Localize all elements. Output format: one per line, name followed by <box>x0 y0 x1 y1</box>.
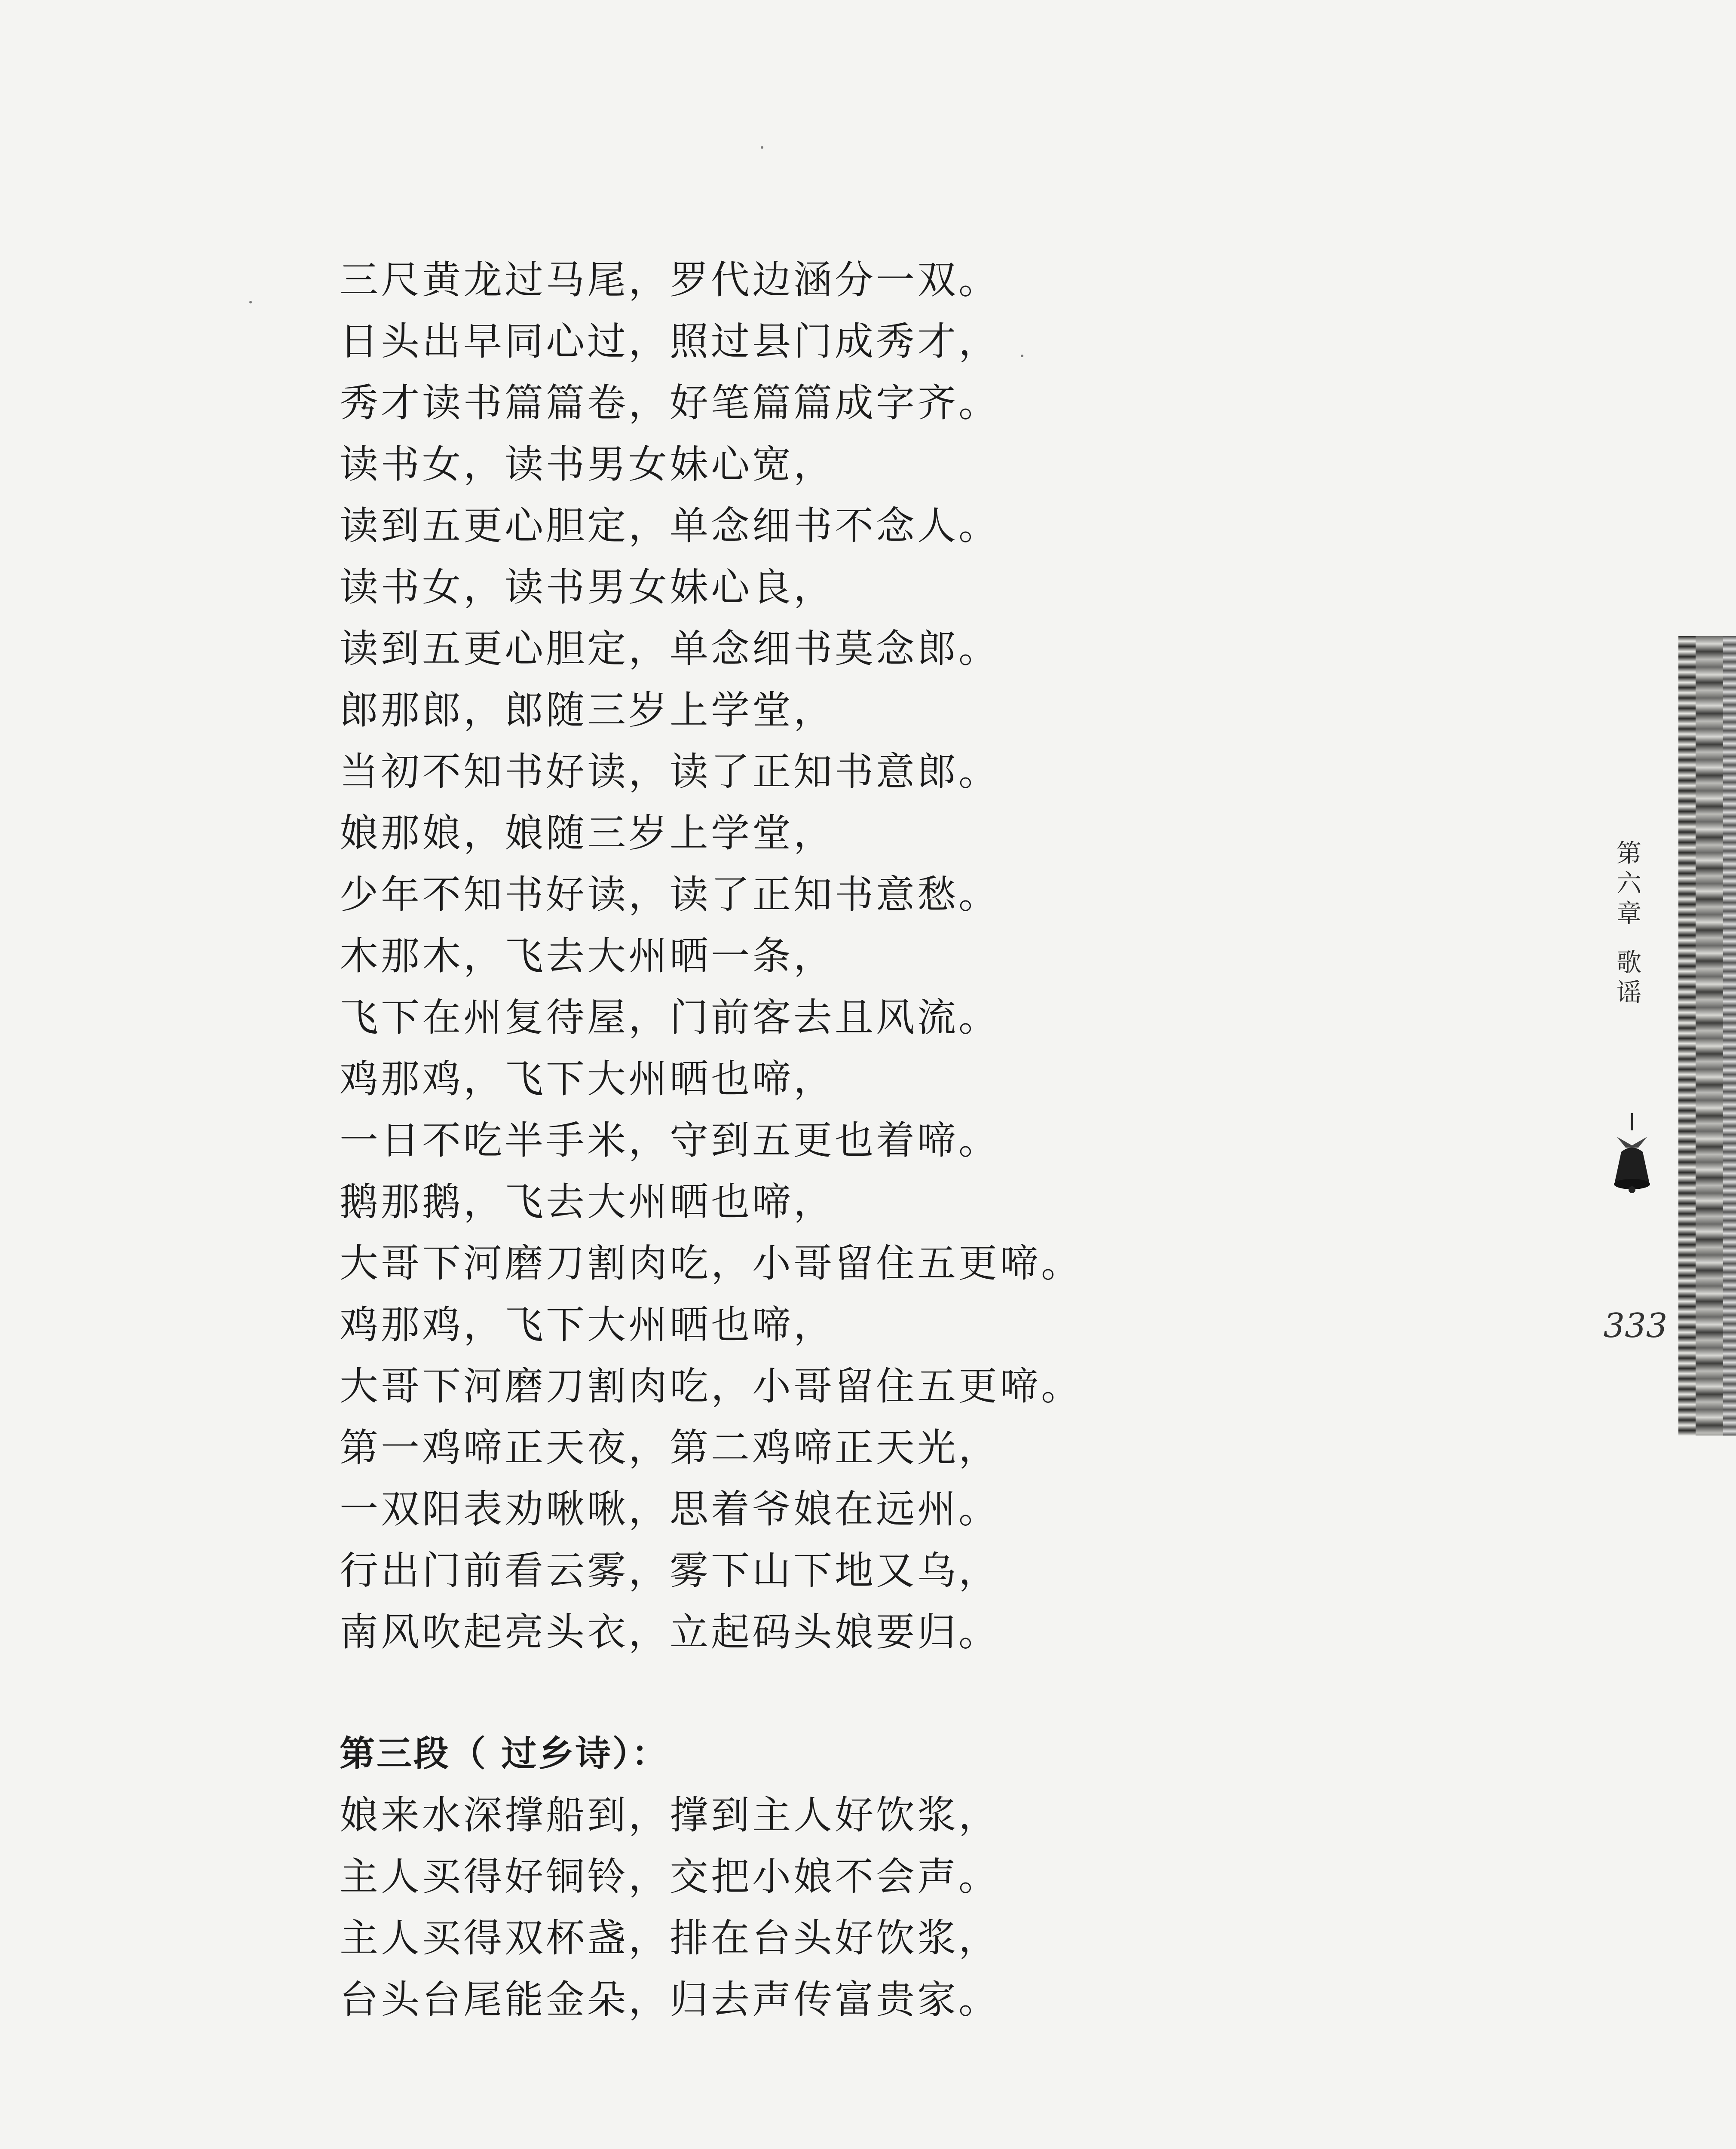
verse-line: 秀才读书篇篇卷，好笔篇篇成字齐。 <box>340 380 1000 426</box>
verse-line: 读书女，读书男女妹心良， <box>340 565 835 610</box>
verse-line: 鸡那鸡，飞下大州晒也啼， <box>340 1056 835 1102</box>
verse-line: 行出门前看云雾，雾下山下地又乌， <box>340 1548 1000 1593</box>
verse-line: 鹅那鹅，飞去大州晒也啼， <box>340 1179 835 1225</box>
verse-line: 大哥下河磨刀割肉吃，小哥留住五更啼。 <box>340 1364 1082 1409</box>
bell-icon <box>1608 1113 1656 1195</box>
verse-line: 读书女，读书男女妹心宽， <box>340 442 835 487</box>
decorative-border <box>1678 636 1736 1436</box>
verse-line: 第一鸡啼正天夜，第二鸡啼正天光， <box>340 1425 1000 1470</box>
verse-line: 郎那郎，郎随三岁上学堂， <box>340 688 835 733</box>
section-char: 歌 <box>1616 948 1641 977</box>
verse-line: 当初不知书好读，读了正知书意郎。 <box>340 749 1000 794</box>
section-spacer <box>340 1663 1070 1723</box>
verse-line: 主人买得双杯盏，排在台头好饮浆， <box>340 1916 1000 1961</box>
verse-line: 娘来水深撑船到，撑到主人好饮浆， <box>340 1793 1000 1838</box>
chapter-char: 第 <box>1616 839 1641 868</box>
scan-speck <box>761 146 763 149</box>
verse-line: 日头出早同心过，照过县门成秀才， <box>340 319 1000 364</box>
scan-speck <box>249 301 252 303</box>
chapter-label <box>1610 838 1648 1007</box>
verse-line: 一双阳表劝啾啾，思着爷娘在远州。 <box>340 1487 1000 1532</box>
verse-line: 三尺黄龙过马尾，罗代边涵分一双。 <box>340 257 1000 303</box>
verse-line: 飞下在州复待屋，门前客去且风流。 <box>340 995 1000 1040</box>
verse-line: 娘那娘，娘随三岁上学堂， <box>340 811 835 856</box>
section-heading: 第三段（ 过乡诗）： <box>340 1733 669 1774</box>
verse-line: 木那木，飞去大州晒一条， <box>340 934 835 979</box>
verse-line: 台头台尾能金朵，归去声传富贵家。 <box>340 1977 1000 2022</box>
verse-line: 南风吹起亮头衣，立起码头娘要归。 <box>340 1610 1000 1655</box>
scan-speck <box>1021 355 1023 357</box>
verse-line: 一日不吃半手米，守到五更也着啼。 <box>340 1118 1000 1163</box>
verse-line: 少年不知书好读，读了正知书意愁。 <box>340 872 1000 917</box>
verse-line: 读到五更心胆定，单念细书不念人。 <box>340 503 1000 548</box>
verse-line: 读到五更心胆定，单念细书莫念郎。 <box>340 626 1000 671</box>
verse-line: 大哥下河磨刀割肉吃，小哥留住五更啼。 <box>340 1241 1082 1286</box>
chapter-char: 章 <box>1616 899 1641 928</box>
verse-line: 主人买得好铜铃，交把小娘不会声。 <box>340 1854 1000 1899</box>
section-char: 谣 <box>1616 978 1641 1007</box>
chapter-char: 六 <box>1616 869 1641 898</box>
main-text <box>340 249 1082 2030</box>
page-number: 333 <box>1603 1307 1668 1345</box>
verse-line: 鸡那鸡，飞下大州晒也啼， <box>340 1302 835 1347</box>
